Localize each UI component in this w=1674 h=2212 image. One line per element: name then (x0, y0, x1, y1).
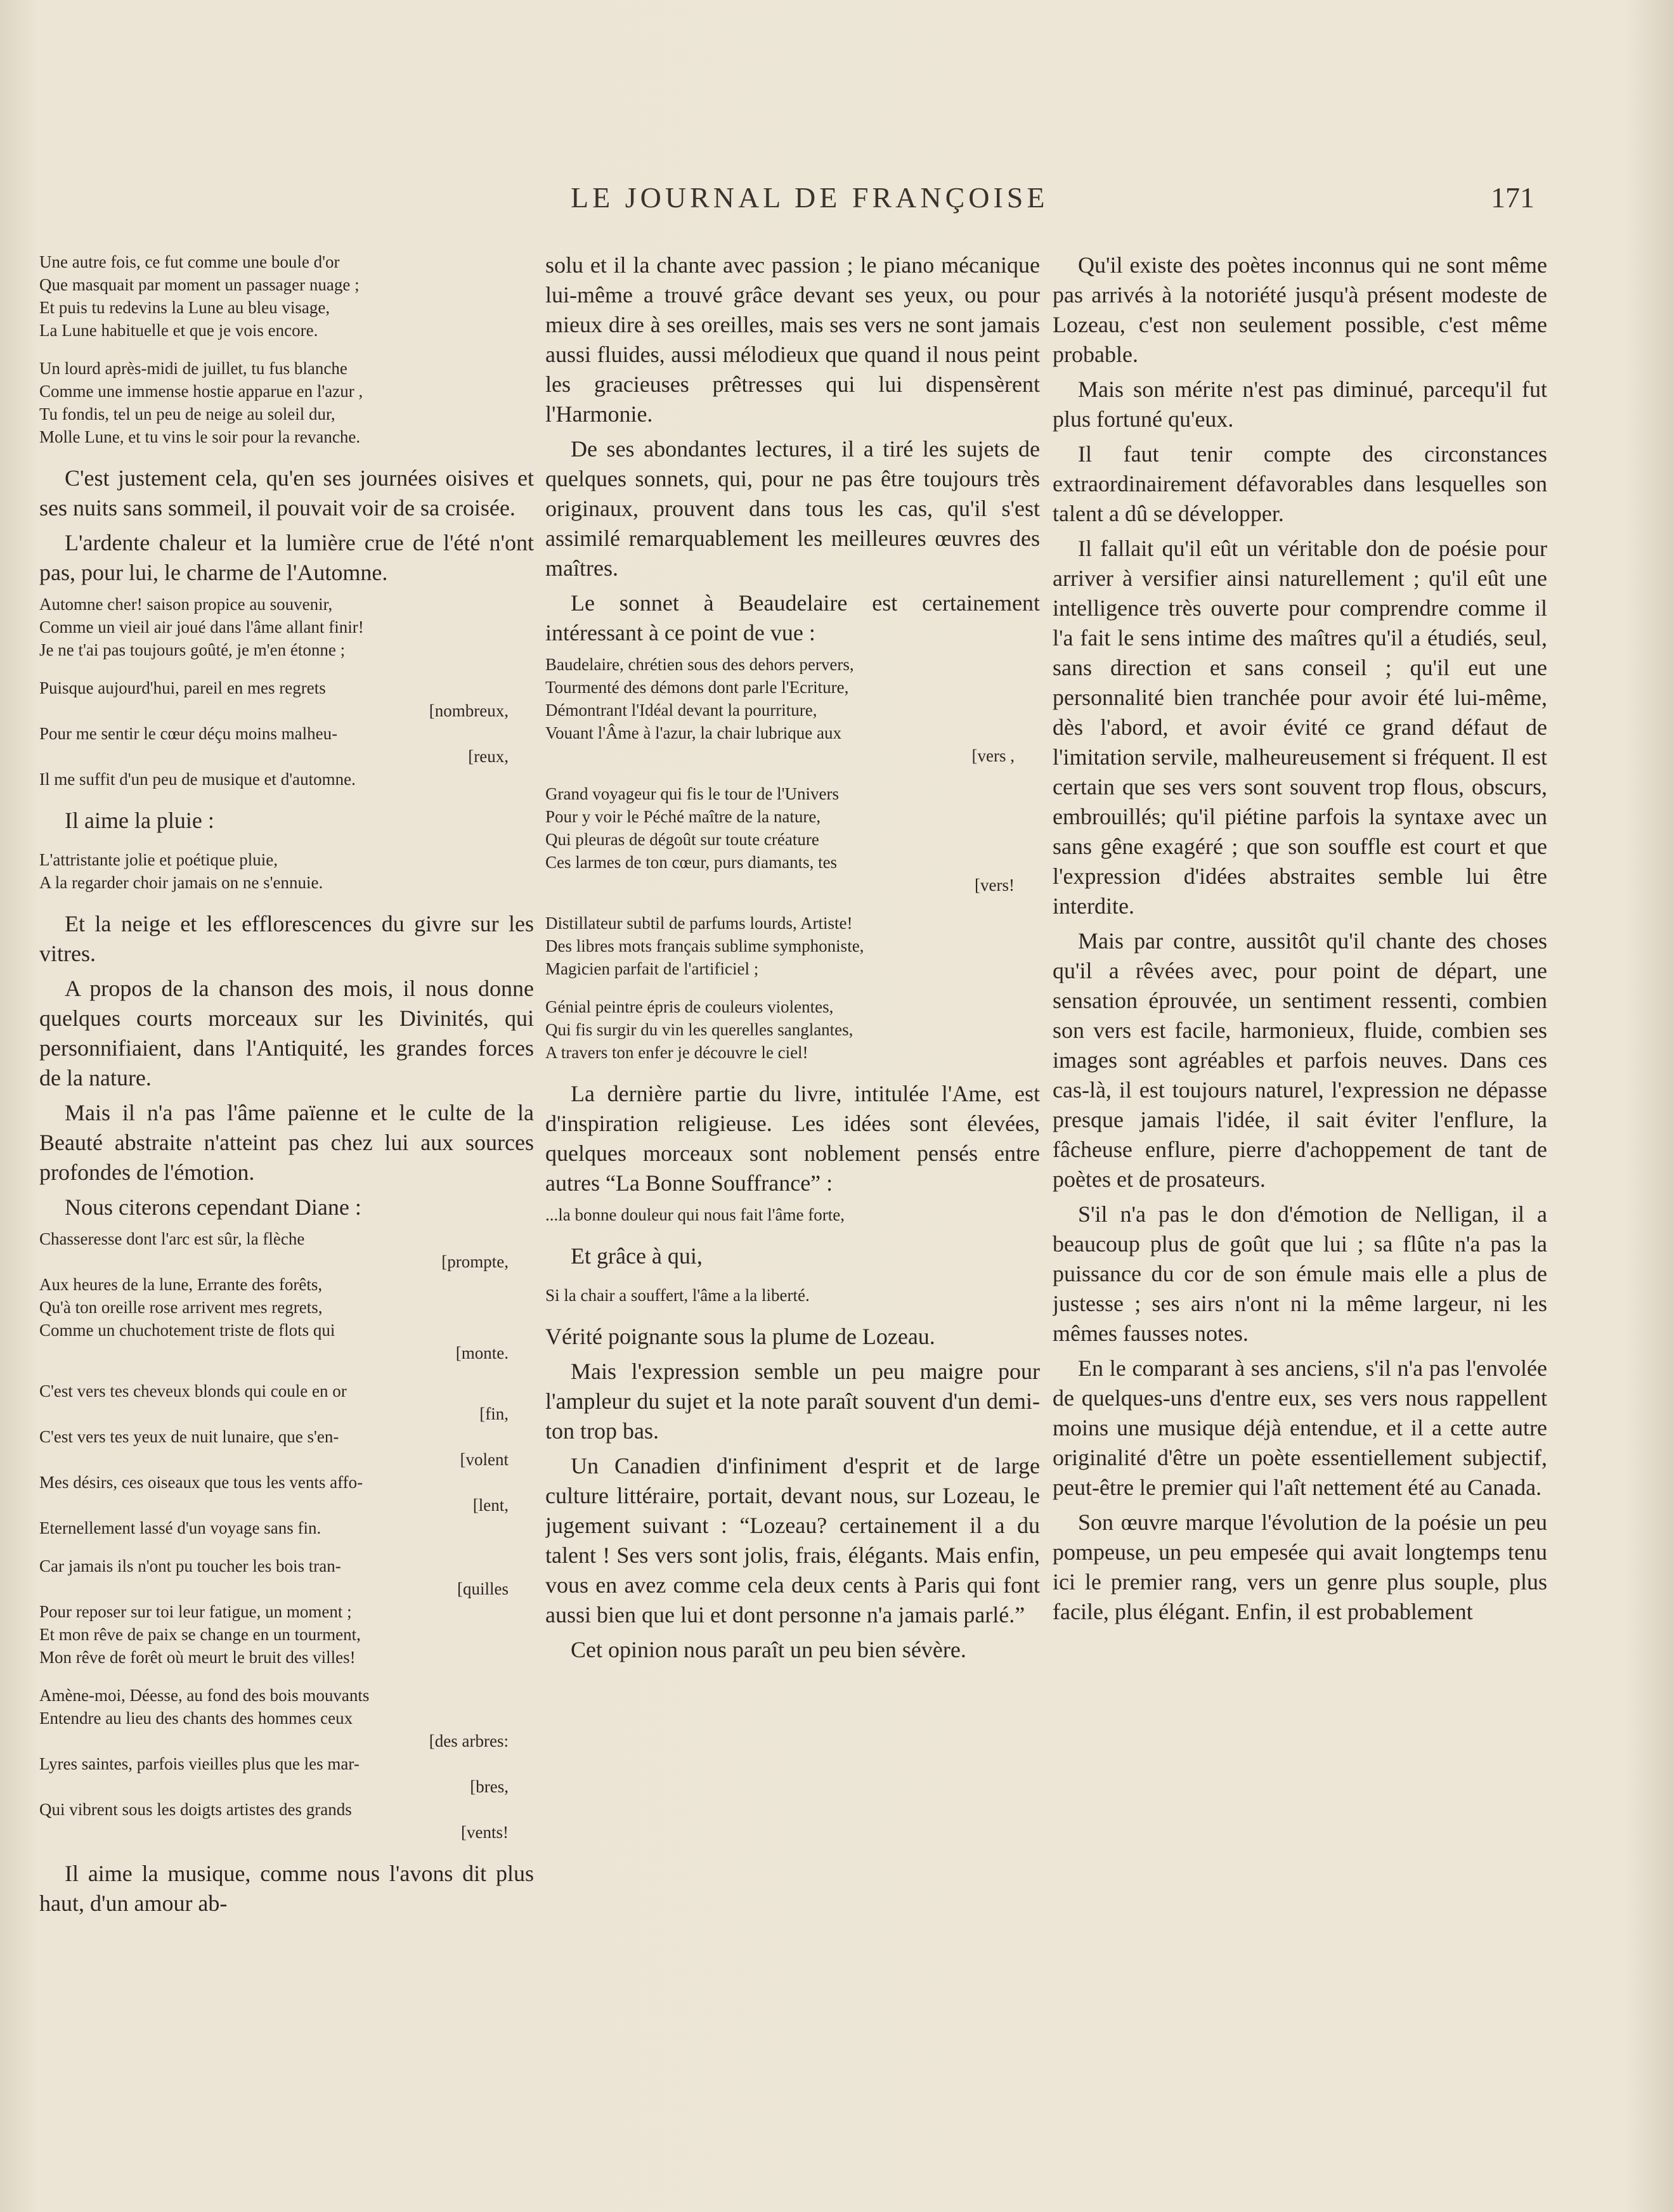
verse-quote (39, 357, 534, 448)
verse-line: Comme un chuchotement triste de flots qui (39, 1321, 335, 1340)
verse-line: Pour y voir le Péché maître de la nature, (545, 807, 821, 826)
paragraph: A propos de la chanson des mois, il nous donne quelques courts morceaux sur les Divinités, qui personnifiaient, dans l'Antiquité, les grandes forces de la nature. (39, 976, 534, 1090)
verse-quote (39, 1684, 534, 1844)
verse-quote (545, 995, 1040, 1064)
verse-line: Distillateur subtil de parfums lourds, Artiste! (545, 914, 853, 933)
verse-line: [volent (460, 1450, 509, 1469)
paragraph: Mais son mérite n'est pas diminué, parcequ'il fut plus fortuné qu'eux. (1053, 377, 1547, 432)
verse-line: L'attristante jolie et poétique pluie, (39, 850, 278, 869)
verse-line: Comme une immense hostie apparue en l'azur , (39, 382, 363, 401)
verse-line: [vers , (971, 746, 1015, 765)
verse-line: Grand voyageur qui fis le tour de l'Univers (545, 784, 839, 803)
verse-line: Puisque aujourd'hui, pareil en mes regrets (39, 678, 326, 697)
verse-line: Qu'à ton oreille rose arrivent mes regrets, (39, 1298, 323, 1317)
verse-line: Automne cher! saison propice au souvenir, (39, 595, 333, 614)
column-3 (1053, 250, 1547, 2152)
paragraph: Le sonnet à Beaudelaire est certainement intéressant à ce point de vue : (545, 590, 1040, 645)
verse-line: Ces larmes de ton cœur, purs diamants, tes (545, 853, 838, 872)
paragraph: Mais il n'a pas l'âme païenne et le culte de la Beauté abstraite n'atteint pas chez lui aux sources profondes de l'émotion. (39, 1100, 534, 1185)
column-1 (39, 250, 534, 2152)
paragraph: Il aime la musique, comme nous l'avons dit plus haut, d'un amour ab- (39, 1861, 534, 1916)
column-2 (545, 250, 1040, 2152)
paragraph: Un Canadien d'infiniment d'esprit et de large culture littéraire, portait, devant nous, sur Lozeau, le jugement suivant : “Lozeau? certainement il a du talent ! Ses vers sont jolis, frais, élégants. Mais enfin, vous en avez comme cela deux cents à Paris qui font aussi bien que lui et dont personne n'a jamais parlé.” (545, 1453, 1040, 1627)
paragraph: Et la neige et les efflorescences du givre sur les vitres. (39, 911, 534, 966)
verse-line: Que masquait par moment un passager nuage ; (39, 275, 360, 294)
verse-line: [nombreux, (429, 701, 509, 720)
paragraph: De ses abondantes lectures, il a tiré les sujets de quelques sonnets, qui, pour ne pas être toujours très originaux, prouvent dans tous les cas, qu'il s'est assimilé remarquablement les meilleures œuvres des maîtres. (545, 436, 1040, 581)
verse-line: Génial peintre épris de couleurs violentes, (545, 997, 834, 1016)
verse-line: Pour me sentir le cœur déçu moins malheu- (39, 724, 338, 743)
verse-quote (545, 653, 1040, 767)
verse-line: Et puis tu redevins la Lune au bleu visage, (39, 298, 330, 317)
verse-line: Et mon rêve de paix se change en un tourment, (39, 1625, 361, 1644)
verse-line: [lent, (472, 1496, 509, 1515)
verse-line: Démontrant l'Idéal devant la pourriture, (545, 701, 817, 720)
paragraph: Son œuvre marque l'évolution de la poésie un peu pompeuse, un peu empesée qui avait longtemps tenu ici le premier rang, vers un genre plus souple, plus facile, plus élégant. Enfin, il est probablement (1053, 1510, 1547, 1624)
verse-line: Chasseresse dont l'arc est sûr, la flèche (39, 1229, 305, 1248)
verse-quote (39, 593, 534, 661)
lead-in-text: Et grâce à qui, (571, 1243, 703, 1269)
verse-line: C'est vers tes yeux de nuit lunaire, que s'en- (39, 1427, 339, 1446)
paragraph: Mais l'expression semble un peu maigre pour l'ampleur du sujet et la note paraît souvent d'un demi-ton trop bas. (545, 1359, 1040, 1444)
verse-line: Baudelaire, chrétien sous des dehors pervers, (545, 655, 854, 674)
verse-quote (545, 912, 1040, 980)
verse-line: Un lourd après-midi de juillet, tu fus blanche (39, 359, 347, 378)
verse-line: Amène-moi, Déesse, au fond des bois mouvants (39, 1686, 370, 1705)
verse-line: [vers! (975, 876, 1015, 895)
verse-quote (39, 1555, 534, 1669)
verse-line: Aux heures de la lune, Errante des forêts, (39, 1275, 323, 1294)
running-header (571, 181, 1560, 225)
verse-line: Vouant l'Âme à l'azur, la chair lubrique aux (545, 723, 841, 742)
paragraph: Il faut tenir compte des circonstances extraordinairement défavorables dans lesquelles son talent a dû se développer. (1053, 441, 1547, 526)
verse-line: Eternellement lassé d'un voyage sans fin. (39, 1518, 321, 1537)
verse-line: [reux, (468, 747, 509, 766)
verse-line: [vents! (461, 1823, 509, 1842)
verse-line: Qui pleuras de dégoût sur toute créature (545, 830, 819, 849)
verse-line: Magicien parfait de l'artificiel ; (545, 959, 759, 978)
verse-line: Entendre au lieu des chants des hommes ceux (39, 1709, 353, 1728)
paragraph: En le comparant à ses anciens, s'il n'a pas l'envolée de quelques-uns d'entre eux, ses vers nous rappellent moins une musique déjà entendue, et il a cette autre originalité d'être un poète essentiellement subjectif, peut-être le premier qui l'aît nettement été au Canada. (1053, 1355, 1547, 1500)
verse-line: Tu fondis, tel un peu de neige au soleil dur, (39, 404, 335, 424)
verse-quote (545, 1203, 1040, 1226)
verse-line: Mes désirs, ces oiseaux que tous les vents affo- (39, 1473, 363, 1492)
verse-quote (39, 848, 534, 894)
verse-line: Mon rêve de forêt où meurt le bruit des villes! (39, 1648, 356, 1667)
verse-line: [monte. (455, 1343, 509, 1362)
verse-line: Une autre fois, ce fut comme une boule d'or (39, 252, 340, 271)
verse-line: ...la bonne douleur qui nous fait l'âme forte, (545, 1205, 845, 1224)
verse-quote (545, 1284, 1040, 1307)
lead-in-text: Il aime la pluie : (65, 808, 214, 833)
verse-line: Car jamais ils n'ont pu toucher les bois tran- (39, 1556, 341, 1575)
verse-quote (39, 676, 534, 791)
verse-quote (39, 250, 534, 342)
verse-quote (39, 1227, 534, 1364)
paragraph: L'ardente chaleur et la lumière crue de l'été n'ont pas, pour lui, le charme de l'Automne. (39, 530, 534, 585)
verse-line: [quilles (457, 1579, 509, 1598)
journal-title: LE JOURNAL DE FRANÇOISE (571, 181, 1049, 214)
verse-line: Il me suffit d'un peu de musique et d'automne. (39, 770, 356, 789)
verse-line: Pour reposer sur toi leur fatigue, un moment ; (39, 1602, 352, 1621)
verse-line: [des arbres: (429, 1731, 509, 1750)
paragraph: solu et il la chante avec passion ; le piano mécanique lui-même a trouvé grâce devant ses yeux, ou pour mieux dire à ses oreilles, mais ses vers ne sont jamais aussi fluides, aussi mélodieux que quand il nous peint les gracieuses prêtresses qui lui dispensèrent l'Harmonie. (545, 252, 1040, 427)
verse-line: Si la chair a souffert, l'âme a la liberté. (545, 1286, 810, 1305)
verse-line: A travers ton enfer je découvre le ciel! (545, 1043, 808, 1062)
paragraph: Mais par contre, aussitôt qu'il chante des choses qu'il a rêvées avec, pour point de départ, une sensation éprouvée, un sentiment ressenti, combien son vers est facile, harmonieux, fluide, combien ses images sont agréables et parfois neuves. Dans ces cas-là, il est toujours naturel, l'expression ne dépasse presque jamais l'idée, il sait éviter l'enflure, la fâcheuse enflure, pierre d'achoppement de tant de poètes et de prosateurs. (1053, 928, 1547, 1192)
verse-line: Molle Lune, et tu vins le soir pour la revanche. (39, 427, 361, 446)
verse-line: Lyres saintes, parfois vieilles plus que les mar- (39, 1754, 360, 1773)
verse-line: Qui fis surgir du vin les querelles sanglantes, (545, 1020, 853, 1039)
paragraph: Qu'il existe des poètes inconnus qui ne sont même pas arrivés à la notoriété jusqu'à présent modeste de Lozeau, c'est non seulement possible, c'est même probable. (1053, 252, 1547, 367)
verse-line: Qui vibrent sous les doigts artistes des grands (39, 1800, 352, 1819)
paragraph: Vérité poignante sous la plume de Lozeau. (545, 1324, 935, 1349)
verse-line: [bres, (470, 1777, 509, 1796)
verse-line: Comme un vieil air joué dans l'âme allant finir! (39, 618, 364, 637)
paragraph: Cet opinion nous paraît un peu bien sévère. (571, 1637, 966, 1662)
verse-line: [fin, (479, 1404, 509, 1423)
verse-quote (545, 782, 1040, 896)
verse-quote (39, 1380, 534, 1539)
page-number: 171 (1491, 181, 1534, 214)
verse-line: [prompte, (441, 1252, 509, 1271)
verse-line: La Lune habituelle et que je vois encore. (39, 321, 318, 340)
paragraph: C'est justement cela, qu'en ses journées oisives et ses nuits sans sommeil, il pouvait voir de sa croisée. (39, 465, 534, 521)
verse-line: A la regarder choir jamais on ne s'ennuie. (39, 873, 323, 892)
verse-line: Des libres mots français sublime symphoniste, (545, 936, 864, 955)
verse-line: C'est vers tes cheveux blonds qui coule en or (39, 1381, 347, 1400)
verse-line: Tourmenté des démons dont parle l'Ecriture, (545, 678, 849, 697)
paragraph: Il fallait qu'il eût un véritable don de poésie pour arriver à versifier ainsi naturellement ; qu'il eût une intelligence très ouverte pour comprendre comme il l'a fait le sens intime des maîtres qu'il a étudiés, seul, sans direction et sans conseil ; qu'il eut une personnalité bien tranchée pour avoir été lui-même, dès l'abord, et avoir évité ce grand défaut de l'imitation servile, malheureusement si fréquent. Il est certain que ses vers sont souvent trop flous, obscurs, embrouillés; qu'il piétine parfois la syntaxe avec un sans gêne exagéré ; que son souffle est court et que l'expression d'idées abstraites semble lui être interdite. (1053, 536, 1547, 919)
paragraph: La dernière partie du livre, intitulée l'Ame, est d'inspiration religieuse. Les idées sont élevées, quelques morceaux sont noblement pensés entre autres “La Bonne Souffrance” : (545, 1081, 1040, 1196)
verse-line: Je ne t'ai pas toujours goûté, je m'en étonne ; (39, 640, 346, 659)
paragraph: Nous citerons cependant Diane : (65, 1194, 361, 1220)
paragraph: S'il n'a pas le don d'émotion de Nelligan, il a beaucoup plus de goût que lui ; sa flûte n'a pas la puissance du cor de son émule mais elle a plus de justesse ; ses airs n'ont ni la même largeur, ni les mêmes fausses notes. (1053, 1201, 1547, 1346)
